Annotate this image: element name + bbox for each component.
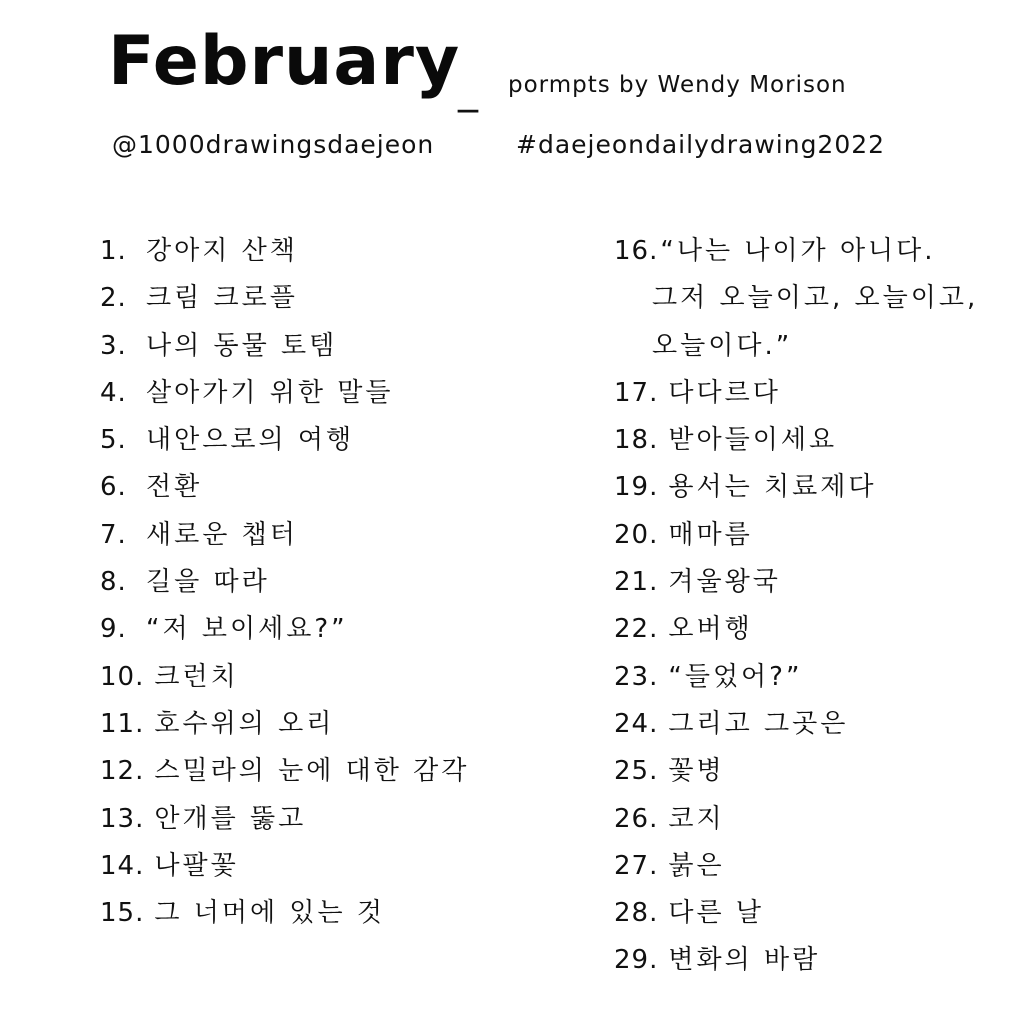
prompt-number: 24.	[614, 708, 659, 739]
prompt-item-11	[100, 701, 570, 748]
prompt-number: 11.	[100, 708, 145, 739]
prompt-text: 크림 크로플	[146, 283, 298, 314]
prompt-text: 그 너머에 있는 것	[154, 898, 385, 929]
prompt-text: “들었어?”	[668, 661, 803, 692]
prompt-item-20	[614, 512, 1014, 559]
prompt-item-6	[100, 464, 570, 511]
prompt-item-26	[614, 796, 1014, 843]
prompt-number: 25.	[614, 756, 659, 787]
hashtag: #daejeondailydrawing2022	[516, 130, 886, 159]
account-handle: @1000drawingsdaejeon	[112, 130, 435, 159]
prompt-text: 다다르다	[668, 377, 781, 408]
prompt-text: 내안으로의 여행	[146, 425, 355, 456]
prompt-item-29	[614, 937, 1014, 984]
prompt-item-22	[614, 606, 1014, 653]
prompt-text: 받아들이세요	[668, 425, 838, 456]
prompt-text: 코지	[668, 803, 725, 834]
prompt-text: 나팔꽃	[154, 850, 239, 881]
prompt-number: 26.	[614, 803, 659, 834]
prompt-number: 8.	[100, 567, 127, 598]
prompt-item-1	[100, 228, 570, 275]
prompts-credit: pormpts by Wendy Morison	[508, 72, 847, 98]
prompt-number: 29.	[614, 945, 659, 976]
prompt-text: 길을 따라	[146, 567, 270, 598]
prompt-16-line-1	[614, 228, 1014, 275]
prompt-item-18	[614, 417, 1014, 464]
prompt-list-right	[614, 228, 1014, 985]
prompt-number: 7.	[100, 519, 127, 550]
prompt-list-left	[100, 228, 570, 937]
prompt-number: 22.	[614, 614, 659, 645]
prompt-item-24	[614, 701, 1014, 748]
prompt-text: 전환	[146, 472, 203, 503]
prompt-item-17	[614, 370, 1014, 417]
prompt-text: 그리고 그곳은	[668, 708, 849, 739]
prompt-item-23	[614, 654, 1014, 701]
prompt-number: 21.	[614, 567, 659, 598]
prompt-text: 오버행	[668, 614, 753, 645]
prompt-item-5	[100, 417, 570, 464]
prompt-text: 용서는 치료제다	[668, 472, 877, 503]
prompt-item-3	[100, 323, 570, 370]
prompt-item-25	[614, 748, 1014, 795]
prompt-item-4	[100, 370, 570, 417]
prompt-item-19	[614, 464, 1014, 511]
prompt-text: 매마름	[668, 519, 753, 550]
prompt-item-7	[100, 512, 570, 559]
prompt-text: 새로운 챕터	[146, 519, 298, 550]
prompt-text: 스밀라의 눈에 대한 감각	[154, 756, 470, 787]
prompt-text: 붉은	[668, 850, 725, 881]
prompt-item-21	[614, 559, 1014, 606]
prompt-number: 2.	[100, 283, 127, 314]
prompt-text: 겨울왕국	[668, 567, 781, 598]
prompt-number: 12.	[100, 756, 145, 787]
prompt-text: “저 보이세요?”	[146, 614, 348, 645]
prompt-number: 19.	[614, 472, 659, 503]
prompt-item-16	[614, 228, 1014, 370]
prompt-number: 6.	[100, 472, 127, 503]
prompt-text: 다른 날	[668, 898, 764, 929]
prompt-text: 나의 동물 토템	[146, 330, 338, 361]
prompt-item-2	[100, 275, 570, 322]
prompt-number: 28.	[614, 898, 659, 929]
prompt-item-27	[614, 843, 1014, 890]
prompt-16-line-2: 그저 오늘이고, 오늘이고,	[652, 283, 979, 314]
prompt-16-line-3: 오늘이다.”	[652, 330, 793, 361]
prompt-item-28	[614, 890, 1014, 937]
prompt-item-12	[100, 748, 570, 795]
prompt-item-9	[100, 606, 570, 653]
prompt-text: 호수위의 오리	[154, 708, 335, 739]
prompt-number: 5.	[100, 425, 127, 456]
prompt-item-15	[100, 890, 570, 937]
prompt-number: 15.	[100, 898, 145, 929]
prompt-number: 10.	[100, 661, 145, 692]
prompt-number: 17.	[614, 377, 659, 408]
prompt-number: 3.	[100, 330, 127, 361]
prompt-number: 23.	[614, 661, 659, 692]
prompt-number: 16.	[614, 236, 659, 266]
prompt-number: 27.	[614, 850, 659, 881]
prompt-number: 1.	[100, 236, 127, 266]
prompt-number: 18.	[614, 425, 659, 456]
prompt-text: 크런치	[154, 661, 239, 692]
prompt-text: 살아가기 위한 말들	[146, 377, 394, 408]
month-title: February	[108, 22, 461, 101]
prompt-text: 꽃병	[668, 756, 725, 787]
prompt-text: 강아지 산책	[146, 236, 298, 266]
prompt-item-10	[100, 654, 570, 701]
prompt-number: 20.	[614, 519, 659, 550]
prompt-number: 9.	[100, 614, 127, 645]
prompt-item-13	[100, 796, 570, 843]
prompt-item-8	[100, 559, 570, 606]
prompt-text: “나는 나이가 아니다.	[660, 236, 936, 266]
prompt-number: 13.	[100, 803, 145, 834]
prompt-item-14	[100, 843, 570, 890]
prompt-number: 4.	[100, 377, 127, 408]
title-dash: _	[458, 67, 478, 113]
prompt-text: 안개를 뚫고	[154, 803, 307, 834]
prompt-text: 변화의 바람	[668, 945, 821, 976]
prompt-number: 14.	[100, 850, 145, 881]
